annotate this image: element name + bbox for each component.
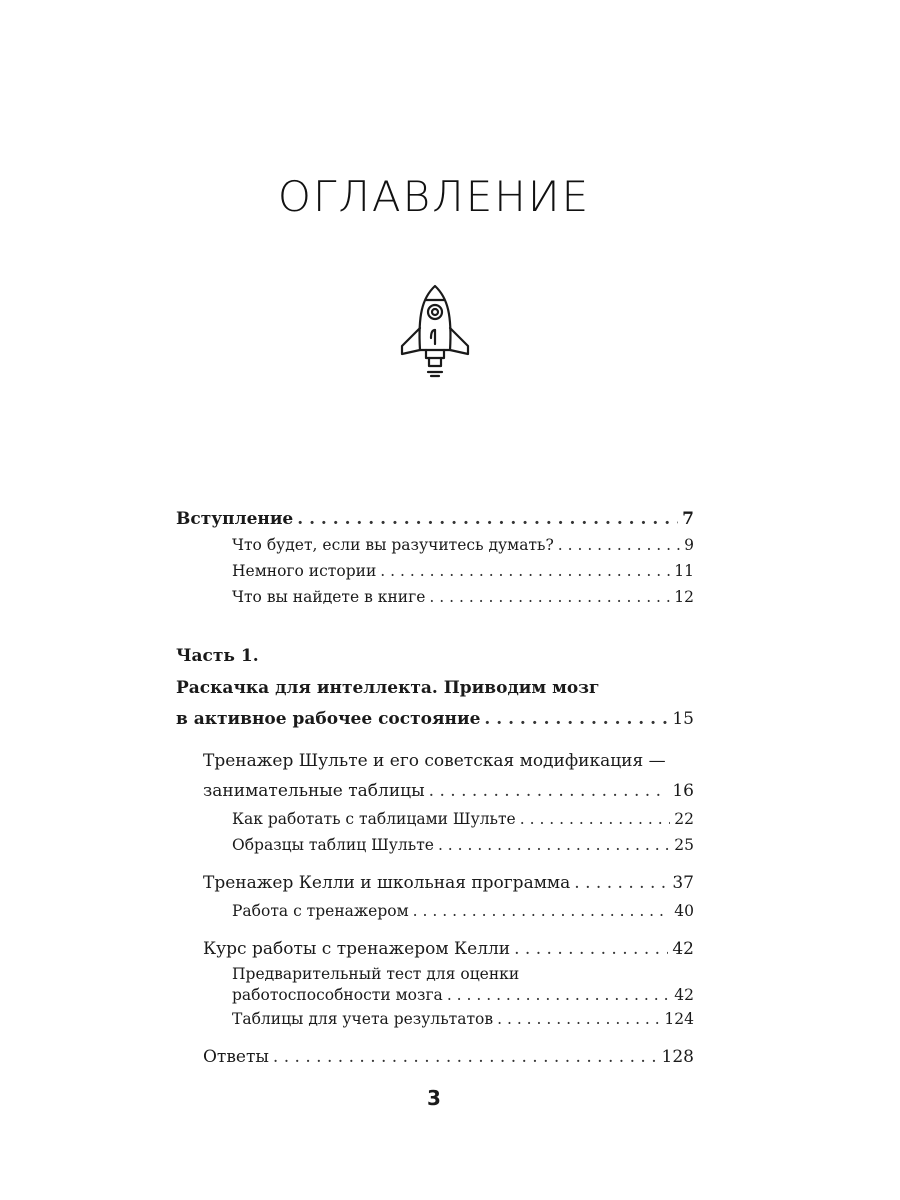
page-number: 3 (427, 1086, 441, 1110)
toc-entry-section[interactable]: Курс работы с тренажером Келли . . . 42 (176, 934, 694, 964)
toc-entry-part1[interactable]: в активное рабочее состояние . . . 15 (176, 704, 694, 734)
toc-entry-subsection[interactable]: Таблицы для учета результатов . . . 124 (176, 1006, 694, 1032)
part-title-line: Раскачка для интеллекта. Приводим мозг (176, 678, 600, 698)
page-title: ОГЛАВЛЕНИЕ (277, 172, 591, 221)
leader-dots (497, 1006, 660, 1032)
leader-dots (297, 506, 678, 532)
leader-dots (520, 806, 671, 832)
toc-entry-subsection[interactable]: Образцы таблиц Шульте . . . 25 (176, 832, 694, 858)
toc-entry-subsection[interactable]: Как работать с таблицами Шульте . . . 22 (176, 806, 694, 832)
table-of-contents (176, 506, 694, 1072)
leader-dots (574, 868, 668, 898)
toc-entry-section[interactable]: Тренажер Келли и школьная программа . . . 37 (176, 868, 694, 898)
leader-dots (558, 532, 680, 558)
toc-entry-intro-item[interactable]: Немного истории . . . 11 (176, 558, 694, 584)
toc-entry-answers[interactable]: Ответы . . . 128 (176, 1042, 694, 1072)
rocket-icon (398, 282, 472, 384)
toc-entry-intro-item[interactable]: Что будет, если вы разучитесь думать? . . . 9 (176, 532, 694, 558)
toc-entry-subsection[interactable]: Работа с тренажером . . . 40 (176, 898, 694, 924)
leader-dots (484, 704, 668, 734)
toc-entry-intro[interactable]: Вступление . . . 7 (176, 506, 694, 532)
leader-dots (413, 898, 671, 924)
toc-entry-intro-item[interactable]: Что вы найдете в книге . . . 12 (176, 584, 694, 610)
leader-dots (429, 584, 670, 610)
section-title-line: Тренажер Шульте и его советская модификация — (203, 751, 666, 771)
toc-entry-subsection[interactable]: работоспособности мозга . . . 42 (176, 984, 694, 1006)
leader-dots (447, 984, 670, 1006)
leader-dots (438, 832, 670, 858)
leader-dots (273, 1042, 658, 1072)
subsection-title-line: Предварительный тест для оценки (232, 965, 520, 983)
leader-dots (514, 934, 668, 964)
toc-entry-section[interactable]: занимательные таблицы . . . 16 (176, 776, 694, 806)
leader-dots (380, 558, 670, 584)
part-heading: Часть 1. (176, 646, 259, 666)
leader-dots (429, 776, 669, 806)
